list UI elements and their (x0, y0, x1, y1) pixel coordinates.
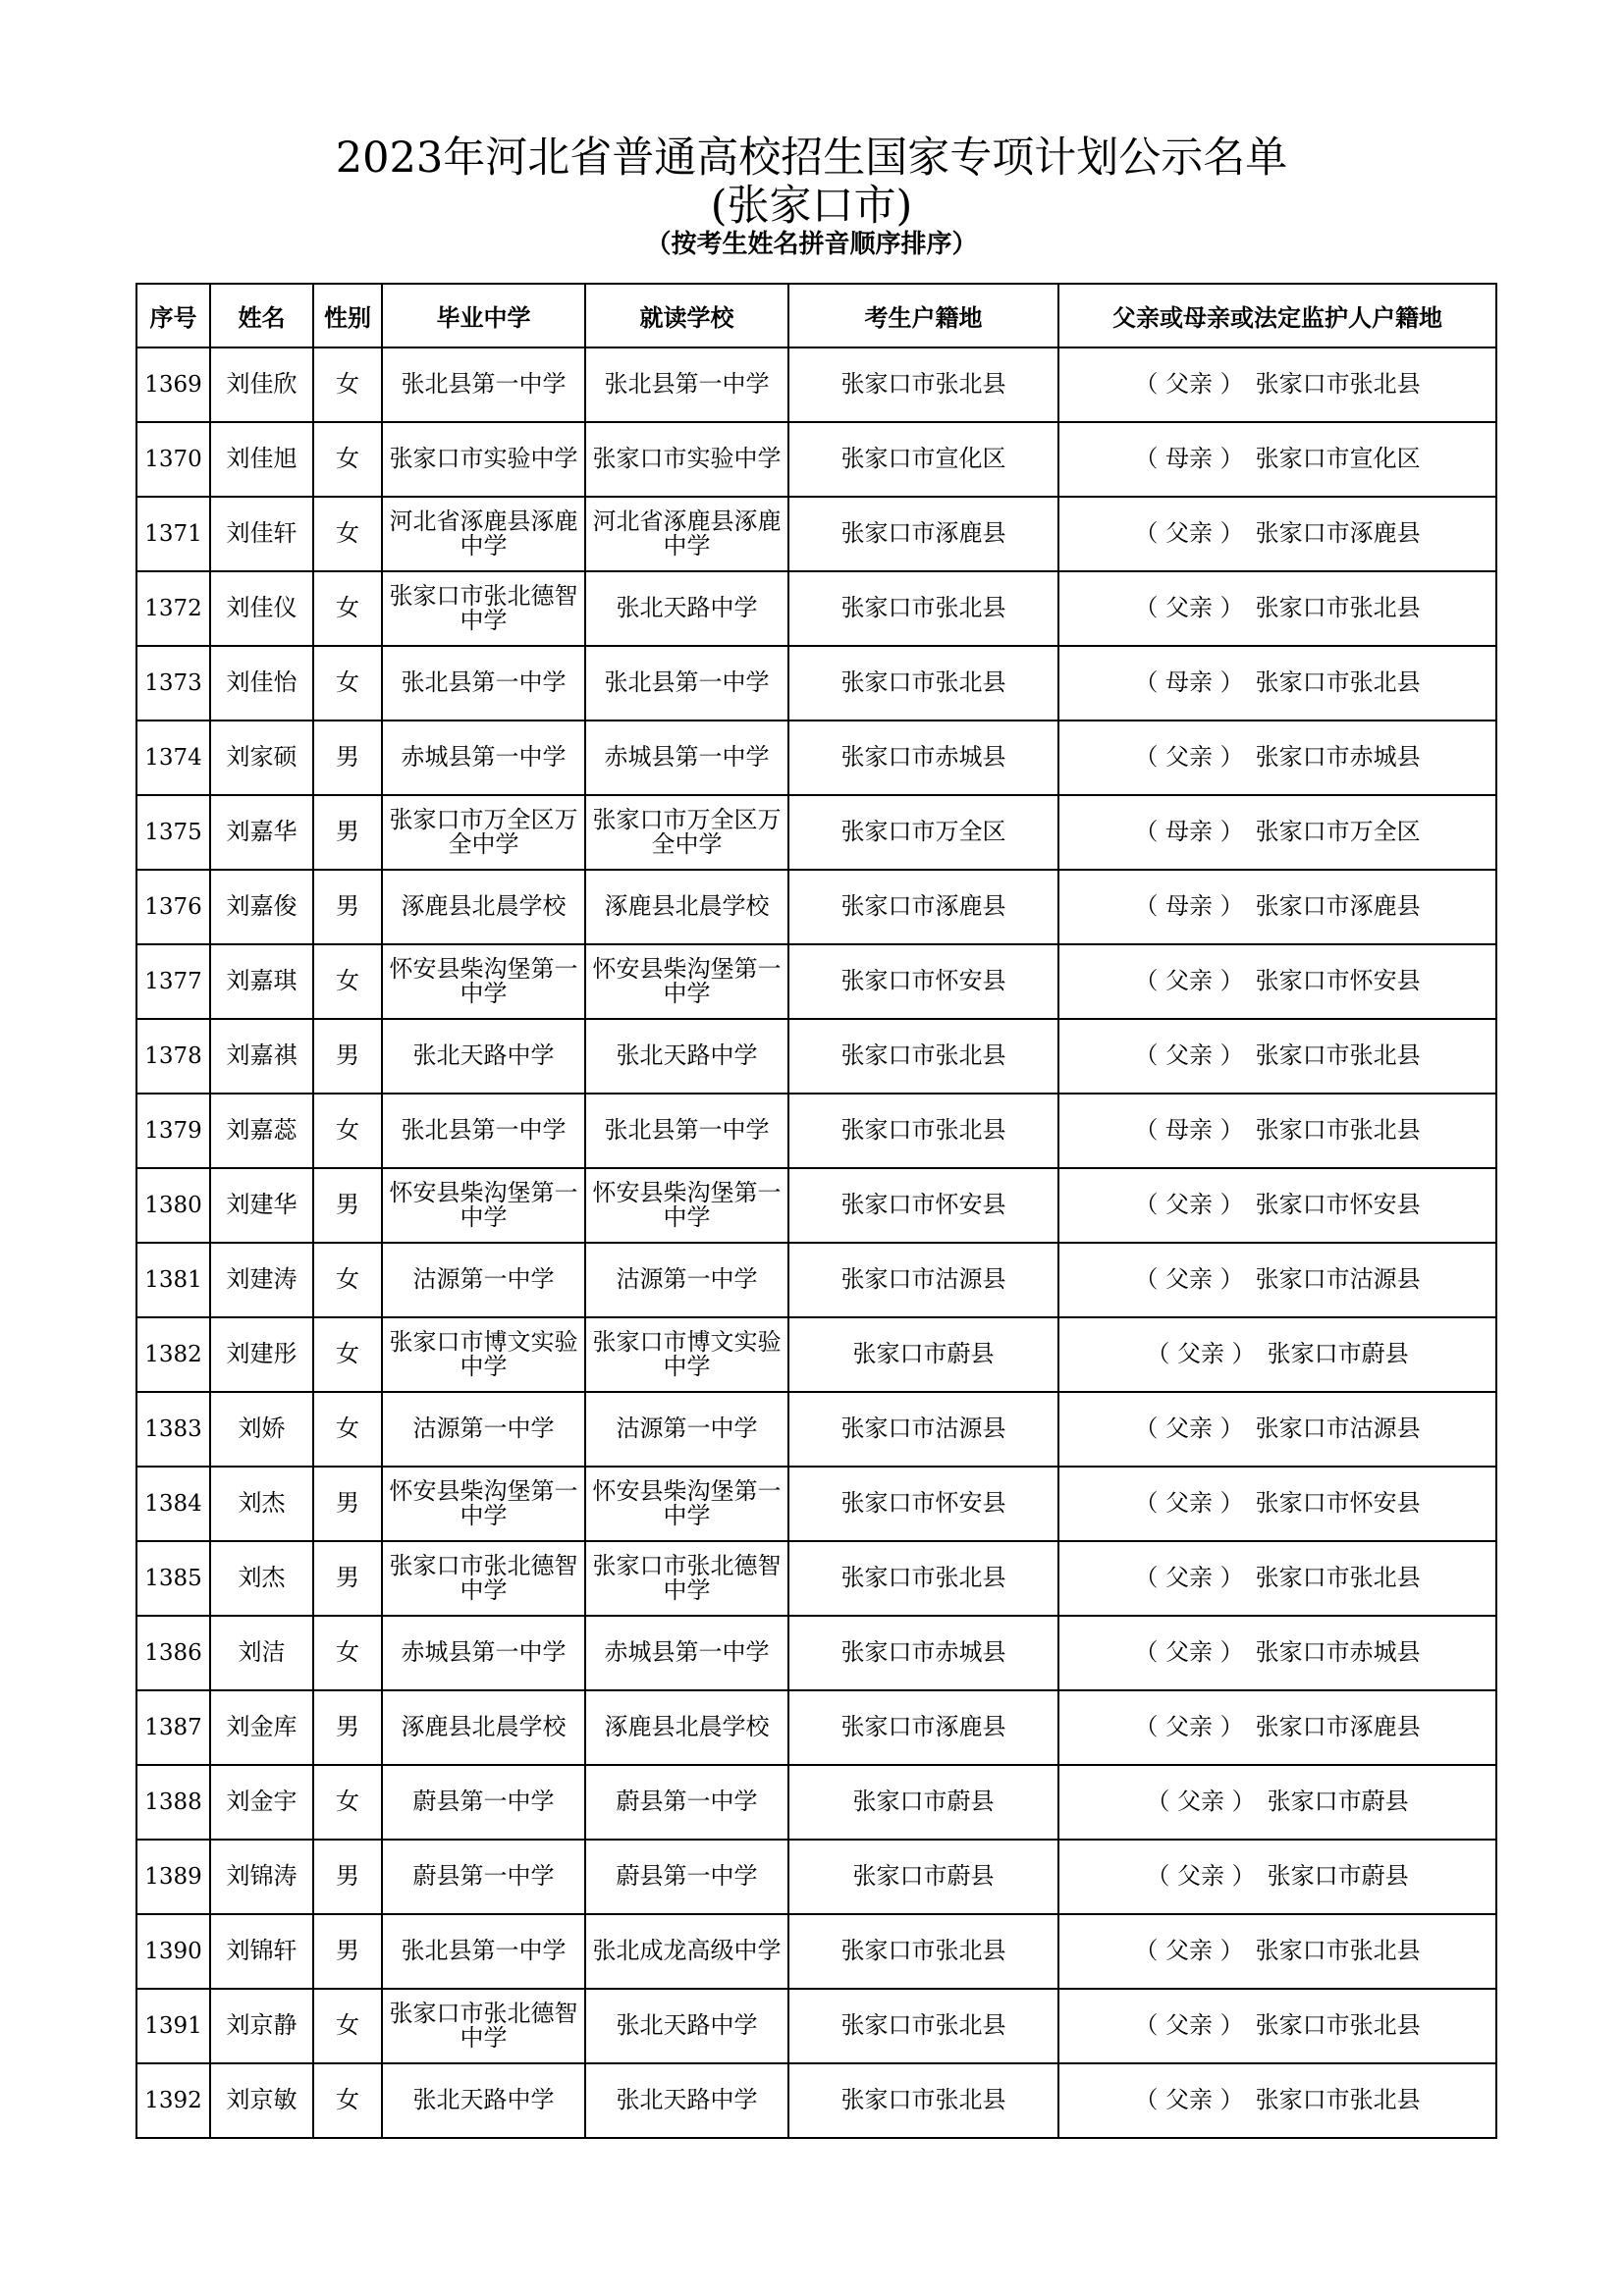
cell-name: 刘建华 (210, 1168, 313, 1243)
cell-current-school: 张家口市万全区万全中学 (585, 795, 788, 870)
parent-relation: （ 父亲 ） (1134, 519, 1244, 548)
parent-hukou-location: 张家口市万全区 (1255, 818, 1421, 846)
cell-seq: 1392 (136, 2063, 210, 2138)
table-row (136, 1840, 1496, 1914)
table-header-row (136, 284, 1496, 347)
cell-name: 刘京静 (210, 1989, 313, 2063)
cell-name: 刘佳仪 (210, 571, 313, 646)
cell-grad-school: 涿鹿县北晨学校 (382, 870, 585, 944)
cell-current-school: 张北县第一中学 (585, 347, 788, 422)
cell-parent-hukou (1058, 1914, 1496, 1989)
cell-parent-hukou (1058, 1392, 1496, 1467)
parent-relation: （ 父亲 ） (1134, 1191, 1244, 1219)
cell-hukou: 张家口市张北县 (788, 1019, 1058, 1094)
table-row (136, 1168, 1496, 1243)
cell-parent-hukou (1058, 422, 1496, 497)
cell-seq: 1379 (136, 1094, 210, 1168)
table-row (136, 795, 1496, 870)
table-row (136, 571, 1496, 646)
cell-gender: 女 (313, 497, 382, 571)
parent-relation: （ 母亲 ） (1134, 892, 1244, 921)
cell-gender: 女 (313, 2063, 382, 2138)
cell-hukou: 张家口市蔚县 (788, 1765, 1058, 1840)
parent-relation: （ 父亲 ） (1134, 1265, 1244, 1294)
cell-seq: 1389 (136, 1840, 210, 1914)
cell-gender: 女 (313, 1616, 382, 1690)
parent-hukou-location: 张家口市蔚县 (1267, 1862, 1409, 1891)
cell-grad-school: 张北天路中学 (382, 2063, 585, 2138)
parent-hukou-location: 张家口市宣化区 (1255, 445, 1421, 473)
cell-seq: 1377 (136, 944, 210, 1019)
col-header-parent-hukou: 父亲或母亲或法定监护人户籍地 (1058, 284, 1496, 347)
parent-relation: （ 父亲 ） (1134, 1638, 1244, 1667)
cell-gender: 女 (313, 1392, 382, 1467)
cell-grad-school: 河北省涿鹿县涿鹿中学 (382, 497, 585, 571)
table-row (136, 1541, 1496, 1616)
parent-relation: （ 母亲 ） (1134, 818, 1244, 846)
cell-current-school: 怀安县柴沟堡第一中学 (585, 944, 788, 1019)
cell-grad-school: 赤城县第一中学 (382, 1616, 585, 1690)
cell-name: 刘佳旭 (210, 422, 313, 497)
cell-parent-hukou (1058, 497, 1496, 571)
cell-grad-school: 张北县第一中学 (382, 646, 585, 721)
cell-parent-hukou (1058, 1317, 1496, 1392)
parent-hukou-location: 张家口市张北县 (1255, 668, 1421, 697)
cell-hukou: 张家口市张北县 (788, 571, 1058, 646)
cell-gender: 女 (313, 1317, 382, 1392)
parent-hukou-location: 张家口市张北县 (1255, 1116, 1421, 1145)
table-body (136, 347, 1496, 2138)
parent-hukou-location: 张家口市蔚县 (1267, 1340, 1409, 1368)
cell-grad-school: 张家口市博文实验中学 (382, 1317, 585, 1392)
col-header-gender: 性别 (313, 284, 382, 347)
cell-gender: 女 (313, 646, 382, 721)
cell-name: 刘嘉蕊 (210, 1094, 313, 1168)
cell-name: 刘杰 (210, 1541, 313, 1616)
cell-gender: 男 (313, 870, 382, 944)
table-row (136, 1765, 1496, 1840)
cell-seq: 1385 (136, 1541, 210, 1616)
parent-hukou-location: 张家口市涿鹿县 (1255, 1713, 1421, 1741)
cell-seq: 1387 (136, 1690, 210, 1765)
parent-hukou-location: 张家口市怀安县 (1255, 1489, 1421, 1518)
cell-name: 刘杰 (210, 1467, 313, 1541)
table-row (136, 1914, 1496, 1989)
cell-gender: 女 (313, 347, 382, 422)
table-row (136, 870, 1496, 944)
document-title: 2023年河北省普通高校招生国家专项计划公示名单 (335, 133, 1288, 183)
cell-hukou: 张家口市怀安县 (788, 1467, 1058, 1541)
cell-current-school: 张北成龙高级中学 (585, 1914, 788, 1989)
cell-gender: 男 (313, 721, 382, 795)
cell-current-school: 张北天路中学 (585, 1989, 788, 2063)
parent-relation: （ 母亲 ） (1134, 445, 1244, 473)
cell-gender: 男 (313, 1168, 382, 1243)
cell-name: 刘娇 (210, 1392, 313, 1467)
parent-hukou-location: 张家口市涿鹿县 (1255, 519, 1421, 548)
parent-hukou-location: 张家口市张北县 (1255, 1937, 1421, 1965)
table-row (136, 944, 1496, 1019)
table-row (136, 2063, 1496, 2138)
cell-current-school: 沽源第一中学 (585, 1392, 788, 1467)
table-row (136, 1616, 1496, 1690)
cell-name: 刘嘉祺 (210, 1019, 313, 1094)
table-row (136, 422, 1496, 497)
cell-gender: 男 (313, 1690, 382, 1765)
cell-current-school: 蔚县第一中学 (585, 1840, 788, 1914)
cell-grad-school: 怀安县柴沟堡第一中学 (382, 1467, 585, 1541)
parent-hukou-location: 张家口市蔚县 (1267, 1788, 1409, 1816)
cell-gender: 女 (313, 1094, 382, 1168)
parent-relation: （ 父亲 ） (1134, 2011, 1244, 2040)
cell-hukou: 张家口市涿鹿县 (788, 1690, 1058, 1765)
cell-seq: 1376 (136, 870, 210, 944)
cell-gender: 男 (313, 795, 382, 870)
cell-seq: 1373 (136, 646, 210, 721)
cell-current-school: 张北天路中学 (585, 571, 788, 646)
parent-hukou-location: 张家口市沽源县 (1255, 1415, 1421, 1443)
cell-seq: 1374 (136, 721, 210, 795)
cell-hukou: 张家口市沽源县 (788, 1243, 1058, 1317)
cell-parent-hukou (1058, 1243, 1496, 1317)
cell-grad-school: 张家口市实验中学 (382, 422, 585, 497)
cell-gender: 女 (313, 1989, 382, 2063)
table-row (136, 1392, 1496, 1467)
cell-grad-school: 张北县第一中学 (382, 1914, 585, 1989)
cell-parent-hukou (1058, 1765, 1496, 1840)
cell-seq: 1370 (136, 422, 210, 497)
cell-gender: 男 (313, 1541, 382, 1616)
cell-parent-hukou (1058, 2063, 1496, 2138)
cell-current-school: 怀安县柴沟堡第一中学 (585, 1467, 788, 1541)
cell-name: 刘建彤 (210, 1317, 313, 1392)
cell-parent-hukou (1058, 1019, 1496, 1094)
cell-grad-school: 张家口市万全区万全中学 (382, 795, 585, 870)
cell-current-school: 赤城县第一中学 (585, 721, 788, 795)
parent-relation: （ 父亲 ） (1146, 1862, 1256, 1891)
cell-hukou: 张家口市张北县 (788, 1094, 1058, 1168)
cell-name: 刘锦轩 (210, 1914, 313, 1989)
cell-parent-hukou (1058, 1616, 1496, 1690)
cell-hukou: 张家口市涿鹿县 (788, 497, 1058, 571)
table-row (136, 347, 1496, 422)
cell-name: 刘佳欣 (210, 347, 313, 422)
cell-hukou: 张家口市涿鹿县 (788, 870, 1058, 944)
col-header-grad-school: 毕业中学 (382, 284, 585, 347)
parent-hukou-location: 张家口市张北县 (1255, 594, 1421, 622)
parent-relation: （ 父亲 ） (1134, 1041, 1244, 1070)
table-row (136, 1019, 1496, 1094)
cell-seq: 1388 (136, 1765, 210, 1840)
cell-parent-hukou (1058, 795, 1496, 870)
cell-grad-school: 张北天路中学 (382, 1019, 585, 1094)
cell-seq: 1382 (136, 1317, 210, 1392)
parent-hukou-location: 张家口市沽源县 (1255, 1265, 1421, 1294)
document-subtitle-city: (张家口市) (710, 182, 913, 231)
parent-relation: （ 父亲 ） (1134, 1713, 1244, 1741)
table-row (136, 1317, 1496, 1392)
cell-grad-school: 张北县第一中学 (382, 347, 585, 422)
parent-hukou-location: 张家口市赤城县 (1255, 743, 1421, 772)
cell-hukou: 张家口市怀安县 (788, 1168, 1058, 1243)
cell-name: 刘洁 (210, 1616, 313, 1690)
table-row (136, 497, 1496, 571)
cell-gender: 女 (313, 571, 382, 646)
cell-hukou: 张家口市怀安县 (788, 944, 1058, 1019)
cell-seq: 1375 (136, 795, 210, 870)
cell-gender: 男 (313, 1914, 382, 1989)
cell-seq: 1383 (136, 1392, 210, 1467)
col-header-hukou: 考生户籍地 (788, 284, 1058, 347)
cell-name: 刘家硕 (210, 721, 313, 795)
parent-hukou-location: 张家口市怀安县 (1255, 1191, 1421, 1219)
parent-relation: （ 父亲 ） (1134, 743, 1244, 772)
cell-parent-hukou (1058, 944, 1496, 1019)
cell-grad-school: 蔚县第一中学 (382, 1840, 585, 1914)
cell-current-school: 张北天路中学 (585, 2063, 788, 2138)
cell-name: 刘佳轩 (210, 497, 313, 571)
cell-hukou: 张家口市蔚县 (788, 1840, 1058, 1914)
cell-hukou: 张家口市张北县 (788, 2063, 1058, 2138)
parent-hukou-location: 张家口市张北县 (1255, 1564, 1421, 1592)
cell-grad-school: 张家口市张北德智中学 (382, 571, 585, 646)
col-header-current-school: 就读学校 (585, 284, 788, 347)
parent-relation: （ 父亲 ） (1146, 1788, 1256, 1816)
cell-current-school: 张家口市实验中学 (585, 422, 788, 497)
parent-relation: （ 父亲 ） (1134, 1564, 1244, 1592)
parent-relation: （ 父亲 ） (1134, 370, 1244, 399)
cell-current-school: 怀安县柴沟堡第一中学 (585, 1168, 788, 1243)
cell-current-school: 涿鹿县北晨学校 (585, 1690, 788, 1765)
cell-seq: 1386 (136, 1616, 210, 1690)
cell-seq: 1380 (136, 1168, 210, 1243)
cell-seq: 1369 (136, 347, 210, 422)
cell-parent-hukou (1058, 1168, 1496, 1243)
cell-seq: 1372 (136, 571, 210, 646)
cell-current-school: 沽源第一中学 (585, 1243, 788, 1317)
table-row (136, 721, 1496, 795)
cell-hukou: 张家口市张北县 (788, 646, 1058, 721)
cell-gender: 女 (313, 1243, 382, 1317)
cell-seq: 1390 (136, 1914, 210, 1989)
cell-current-school: 赤城县第一中学 (585, 1616, 788, 1690)
parent-hukou-location: 张家口市赤城县 (1255, 1638, 1421, 1667)
parent-relation: （ 母亲 ） (1134, 668, 1244, 697)
cell-grad-school: 张家口市张北德智中学 (382, 1541, 585, 1616)
document-sort-note: （按考生姓名拼音顺序排序） (645, 230, 978, 259)
parent-hukou-location: 张家口市张北县 (1255, 2086, 1421, 2114)
table-row (136, 1690, 1496, 1765)
parent-hukou-location: 张家口市张北县 (1255, 1041, 1421, 1070)
cell-hukou: 张家口市张北县 (788, 1541, 1058, 1616)
parent-hukou-location: 张家口市张北县 (1255, 370, 1421, 399)
cell-parent-hukou (1058, 571, 1496, 646)
cell-name: 刘佳怡 (210, 646, 313, 721)
cell-gender: 男 (313, 1840, 382, 1914)
cell-grad-school: 张北县第一中学 (382, 1094, 585, 1168)
cell-hukou: 张家口市张北县 (788, 347, 1058, 422)
parent-relation: （ 父亲 ） (1134, 594, 1244, 622)
cell-hukou: 张家口市赤城县 (788, 721, 1058, 795)
cell-current-school: 涿鹿县北晨学校 (585, 870, 788, 944)
cell-name: 刘嘉华 (210, 795, 313, 870)
cell-seq: 1371 (136, 497, 210, 571)
cell-grad-school: 怀安县柴沟堡第一中学 (382, 1168, 585, 1243)
roster-table (135, 283, 1497, 2139)
table-row (136, 1094, 1496, 1168)
parent-relation: （ 父亲 ） (1134, 1489, 1244, 1518)
cell-grad-school: 张家口市张北德智中学 (382, 1989, 585, 2063)
cell-grad-school: 涿鹿县北晨学校 (382, 1690, 585, 1765)
parent-relation: （ 父亲 ） (1134, 967, 1244, 995)
cell-name: 刘金库 (210, 1690, 313, 1765)
cell-seq: 1378 (136, 1019, 210, 1094)
cell-gender: 女 (313, 422, 382, 497)
cell-current-school: 张北县第一中学 (585, 646, 788, 721)
cell-parent-hukou (1058, 347, 1496, 422)
cell-grad-school: 蔚县第一中学 (382, 1765, 585, 1840)
table-row (136, 1989, 1496, 2063)
cell-name: 刘京敏 (210, 2063, 313, 2138)
cell-grad-school: 怀安县柴沟堡第一中学 (382, 944, 585, 1019)
cell-name: 刘锦涛 (210, 1840, 313, 1914)
parent-relation: （ 父亲 ） (1134, 1937, 1244, 1965)
cell-grad-school: 沽源第一中学 (382, 1392, 585, 1467)
cell-hukou: 张家口市张北县 (788, 1989, 1058, 2063)
col-header-seq: 序号 (136, 284, 210, 347)
cell-hukou: 张家口市宣化区 (788, 422, 1058, 497)
cell-name: 刘建涛 (210, 1243, 313, 1317)
table-row (136, 646, 1496, 721)
parent-hukou-location: 张家口市怀安县 (1255, 967, 1421, 995)
col-header-name: 姓名 (210, 284, 313, 347)
cell-parent-hukou (1058, 1094, 1496, 1168)
cell-name: 刘嘉俊 (210, 870, 313, 944)
table-row (136, 1467, 1496, 1541)
cell-gender: 男 (313, 1019, 382, 1094)
cell-grad-school: 沽源第一中学 (382, 1243, 585, 1317)
cell-hukou: 张家口市蔚县 (788, 1317, 1058, 1392)
parent-relation: （ 父亲 ） (1134, 2086, 1244, 2114)
parent-relation: （ 父亲 ） (1146, 1340, 1256, 1368)
cell-current-school: 张北天路中学 (585, 1019, 788, 1094)
cell-seq: 1391 (136, 1989, 210, 2063)
cell-gender: 女 (313, 1765, 382, 1840)
cell-current-school: 张北县第一中学 (585, 1094, 788, 1168)
cell-parent-hukou (1058, 721, 1496, 795)
cell-hukou: 张家口市万全区 (788, 795, 1058, 870)
cell-parent-hukou (1058, 1840, 1496, 1914)
cell-current-school: 张家口市博文实验中学 (585, 1317, 788, 1392)
table-row (136, 1243, 1496, 1317)
cell-seq: 1381 (136, 1243, 210, 1317)
cell-gender: 男 (313, 1467, 382, 1541)
parent-relation: （ 父亲 ） (1134, 1415, 1244, 1443)
cell-grad-school: 赤城县第一中学 (382, 721, 585, 795)
cell-hukou: 张家口市沽源县 (788, 1392, 1058, 1467)
cell-parent-hukou (1058, 646, 1496, 721)
cell-parent-hukou (1058, 1467, 1496, 1541)
cell-hukou: 张家口市张北县 (788, 1914, 1058, 1989)
cell-current-school: 蔚县第一中学 (585, 1765, 788, 1840)
parent-hukou-location: 张家口市张北县 (1255, 2011, 1421, 2040)
cell-parent-hukou (1058, 870, 1496, 944)
cell-name: 刘金宇 (210, 1765, 313, 1840)
cell-parent-hukou (1058, 1989, 1496, 2063)
cell-name: 刘嘉琪 (210, 944, 313, 1019)
cell-parent-hukou (1058, 1541, 1496, 1616)
cell-seq: 1384 (136, 1467, 210, 1541)
cell-current-school: 张家口市张北德智中学 (585, 1541, 788, 1616)
cell-parent-hukou (1058, 1690, 1496, 1765)
cell-hukou: 张家口市赤城县 (788, 1616, 1058, 1690)
parent-relation: （ 母亲 ） (1134, 1116, 1244, 1145)
parent-hukou-location: 张家口市涿鹿县 (1255, 892, 1421, 921)
cell-current-school: 河北省涿鹿县涿鹿中学 (585, 497, 788, 571)
cell-gender: 女 (313, 944, 382, 1019)
